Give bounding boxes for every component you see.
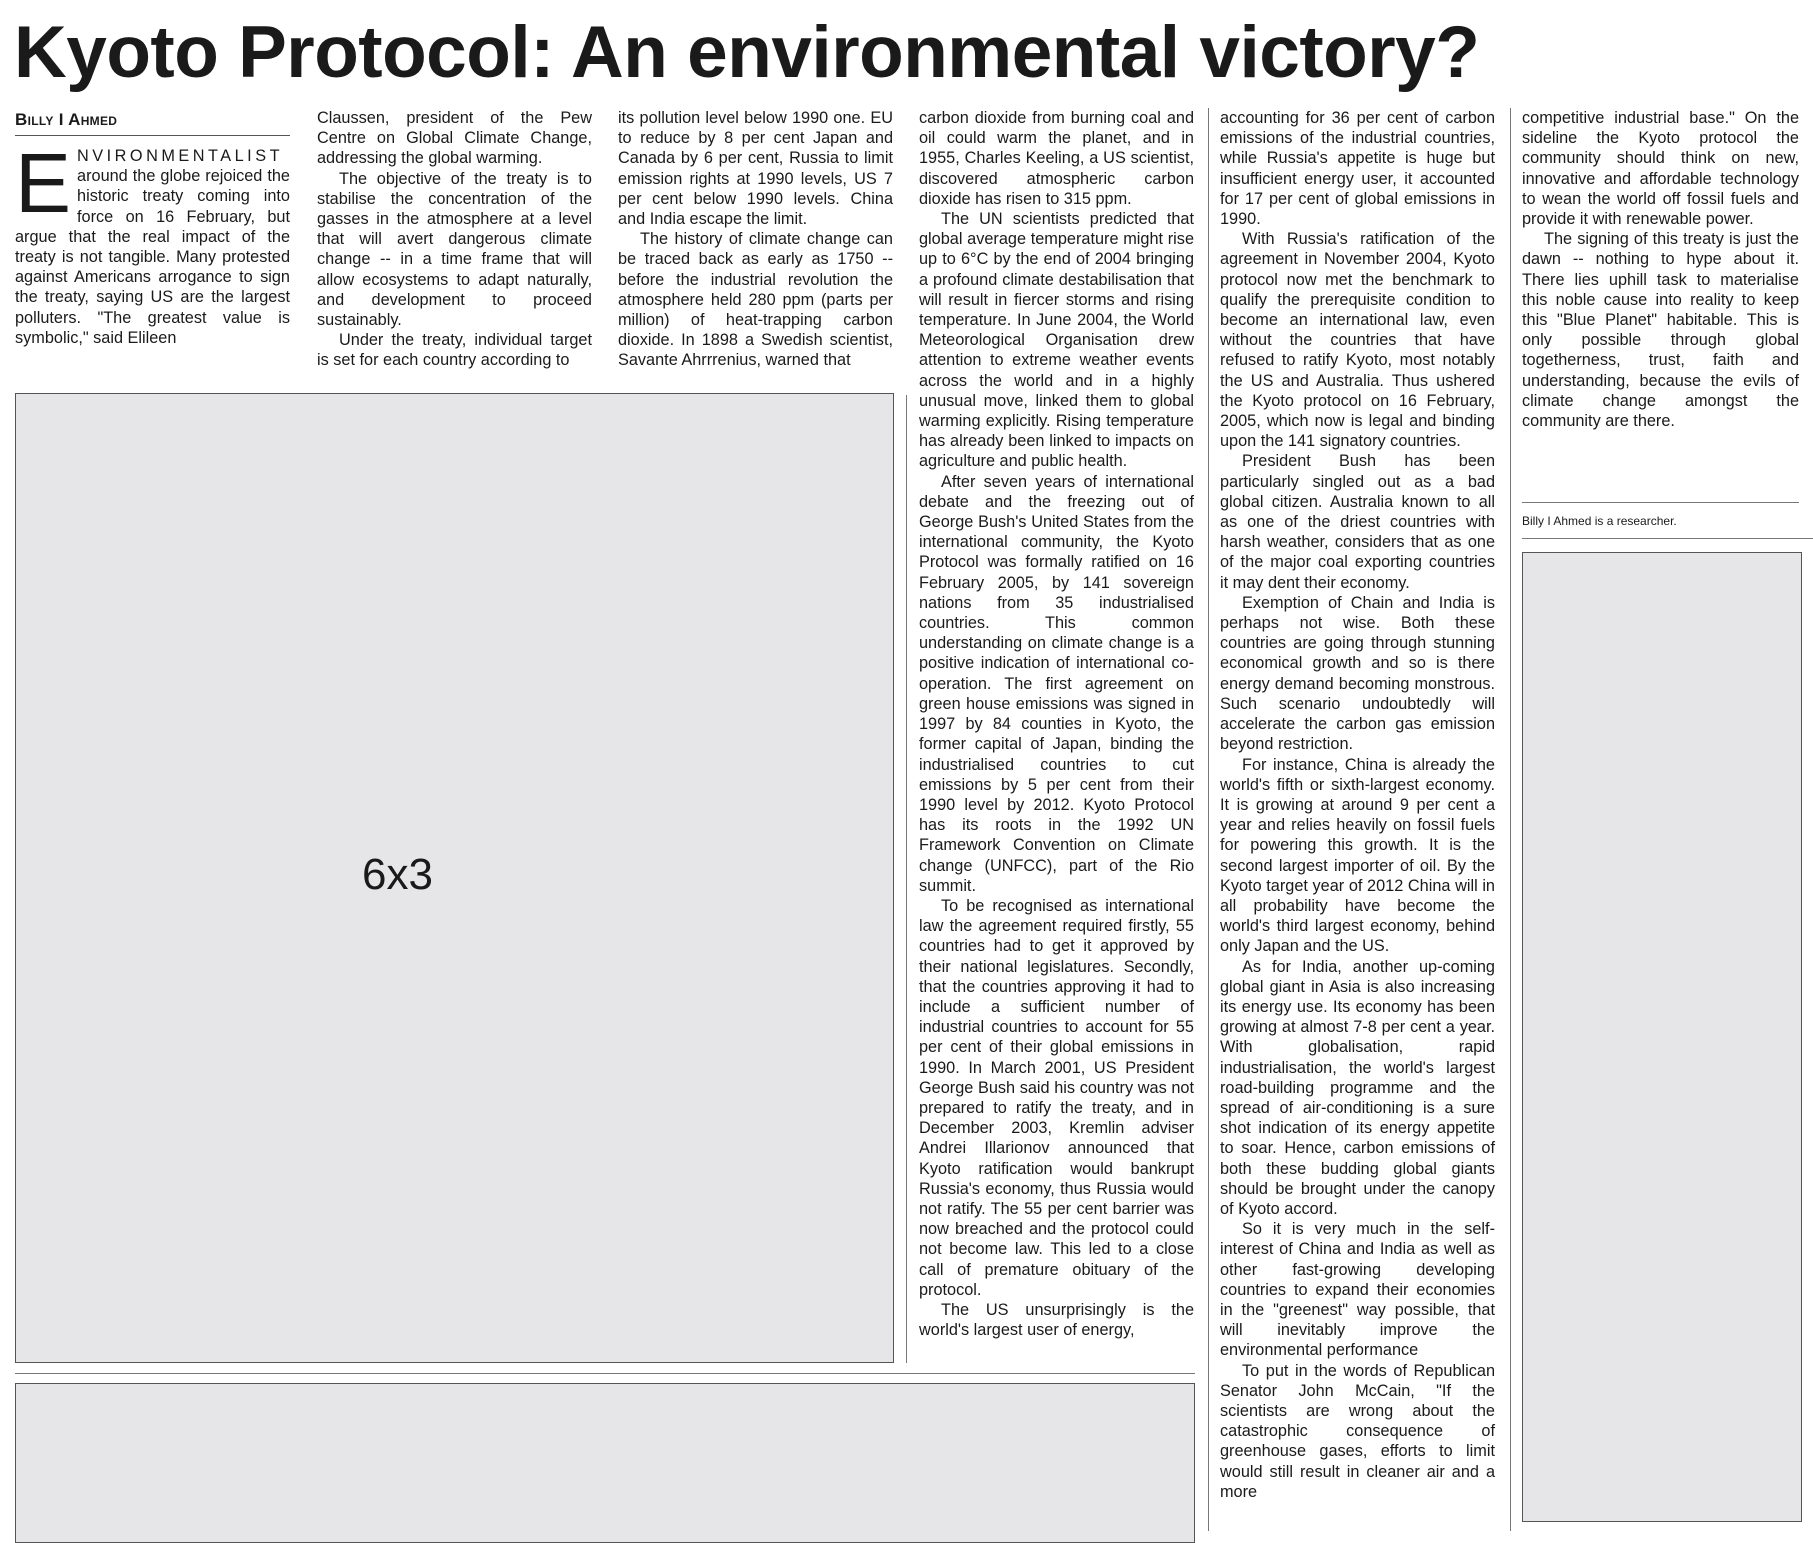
paragraph: To be recognised as international law the agreement required firstly, 55 countries had to get it approved by their national legislatures. Secondly, that the countries approving it had to include a sufficient number of industrial countries to account for 55 per cent of their global emissions in 1990. In March 2001, US President George Bush said his country was not prepared to ratify the treaty, and in December 2003, Kremlin adviser Andrei Illarionov announced that Kyoto ratification would bankrupt Russia's economy, thus Russia would not ratify. The 55 per cent barrier was now breached and the protocol could not become law. This led to a close call of premature obituary of the protocol.	[919, 896, 1194, 1299]
paragraph: After seven years of international debate and the freezing out of George Bush's United States from the international community, the Kyoto Protocol was formally ratified on 16 February 2005, by 141 sovereign nations from 35 industrialised countries. This common understanding on climate change is a positive indication of international co-operation. The first agreement on green house emissions was signed in 1997 by 84 counties in Kyoto, the former capital of Japan, binding the industrialised countries to cut emissions by 5 per cent from their 1990 level by 2012. Kyoto Protocol has its roots in the 1992 UN Framework Convention on Climate change (UNFCC), part of the Rio summit.	[919, 472, 1194, 895]
paragraph: Exemption of Chain and India is perhaps not wise. Both these countries are going through stunning economical growth and so is there energy demand becoming monstrous. Such scenario undoubtedly will accelerate the carbon gas emission beyond restriction.	[1220, 593, 1495, 754]
paragraph: President Bush has been particularly singled out as a bad global citizen. Australia known to all as one of the driest countries with harsh weather, considers that as one of the major coal exporting countries it may dent their economy.	[1220, 452, 1495, 592]
paragraph: carbon dioxide from burning coal and oil could warm the planet, and in 1955, Charles Keeling, a US scientist, discovered atmospheric carbon dioxide has risen to 315 ppm.	[919, 109, 1194, 208]
paragraph: With Russia's ratification of the agreement in November 2004, Kyoto protocol now met the benchmark to qualify the prerequisite condition to become an international law, even without the countries that have refused to ratify Kyoto, most notably the US and Australia. Thus ushered the Kyoto protocol on 16 February, 2005, which now is legal and binding upon the 141 signatory countries.	[1220, 230, 1495, 451]
ad-divider	[15, 1373, 1195, 1374]
column-1	[15, 110, 290, 348]
ad-placeholder-right	[1522, 552, 1802, 1522]
lead-paragraph	[15, 136, 290, 348]
paragraph: its pollution level below 1990 one. EU to reduce by 8 per cent Japan and Canada by 6 per cent, Russia to limit emission rights at 1990 levels, US 7 per cent below 1990 levels. China and India escape the limit.	[618, 109, 893, 229]
paragraph: For instance, China is already the world's fifth or sixth-largest economy. It is growing at around 9 per cent a year and relies heavily on fossil fuels for powering this growth. It is the second largest importer of oil. By the Kyoto target year of 2012 China will in all probability have become the world's third largest economy, behind only Japan and the US.	[1220, 755, 1495, 956]
lead-text: around the globe rejoiced the historic treaty coming into force on 16 February, but argue that the real impact of the treaty is not tangible. Many protested against Americans arrogance to sign the treaty, saying US are the largest polluters. "The greatest value is symbolic," said Elileen	[15, 167, 290, 347]
paragraph: The objective of the treaty is to stabilise the concentration of the gasses in the atmosphere at a level that will avert dangerous climate change -- in a time frame that will allow ecosystems to adapt naturally, and development to proceed sustainably.	[317, 169, 592, 330]
paragraph: The UN scientists predicted that global average temperature might rise up to 6°C by the end of 2004 bringing a profound climate destabilisation that will result in fiercer storms and rising temperature. In June 2004, the World Meteorological Organisation drew attention to extreme weather events across the world and in a highly unusual move, linked them to global warming explicitly. Rising temperature has already been linked to impacts on agriculture and public health.	[919, 210, 1194, 471]
drop-cap: E	[15, 136, 72, 230]
paragraph: competitive industrial base." On the sideline the Kyoto protocol the community should think on new, innovative and affordable technology to wean the world off fossil fuels and provide it with renewable power.	[1522, 109, 1799, 229]
headline: Kyoto Protocol: An environmental victory?	[14, 12, 1480, 93]
paragraph: accounting for 36 per cent of carbon emissions of the industrial countries, while Russia's appetite is huge but insufficient energy user, it accounted for 17 per cent of global emissions in 1990.	[1220, 109, 1495, 229]
column-divider	[906, 395, 907, 1363]
paragraph: So it is very much in the self-interest of China and India as well as other fast-growing developing countries to expand their economies in the "greenest" way possible, that will inevitably improve the environmental performance	[1220, 1220, 1495, 1360]
byline: Billy I Ahmed	[15, 110, 290, 136]
paragraph: To put in the words of Republican Senator John McCain, "If the scientists are wrong about the catastrophic consequence of greenhouse gases, efforts to limit would still result in cleaner air and a more	[1220, 1361, 1495, 1501]
lead-caps: NVIRONMENTALIST	[77, 147, 284, 165]
column-3	[618, 108, 893, 371]
ad-placeholder-6x3	[15, 393, 894, 1363]
author-note: Billy I Ahmed is a researcher.	[1522, 514, 1677, 528]
paragraph: The history of climate change can be traced back as early as 1750 -- before the industrial revolution the atmosphere held 280 ppm (parts per million) of heat-trapping carbon dioxide. In 1898 a Swedish scientist, Savante Ahrrrenius, warned that	[618, 230, 893, 370]
column-2	[317, 108, 592, 371]
paragraph: The US unsurprisingly is the world's largest user of energy,	[919, 1300, 1194, 1340]
paragraph: Under the treaty, individual target is set for each country according to	[317, 331, 592, 370]
column-divider	[1510, 108, 1511, 1531]
paragraph: The signing of this treaty is just the dawn -- nothing to hype about it. There lies uphill task to materialise this noble cause into reality to keep this "Blue Planet" habitable. This is only possible through global togetherness, trust, faith and understanding, because the evils of climate change amongst the community are there.	[1522, 230, 1799, 431]
column-6	[1522, 108, 1799, 431]
author-note-divider	[1522, 502, 1799, 503]
ad-divider	[1522, 538, 1813, 539]
column-divider	[1208, 108, 1209, 1531]
column-4	[919, 108, 1194, 1340]
column-5	[1220, 108, 1495, 1502]
ad-size-label: 6x3	[362, 850, 433, 899]
ad-placeholder-bottom	[15, 1383, 1195, 1543]
paragraph: Claussen, president of the Pew Centre on Global Climate Change, addressing the global warming.	[317, 109, 592, 168]
paragraph: As for India, another up-coming global giant in Asia is also increasing its energy use. Its economy has been growing at almost 7-8 per cent a year. With globalisation, rapid industrialisation, the world's largest road-building programme and the spread of air-conditioning is a sure shot indication of its energy appetite to soar. Hence, carbon emissions of both these budding global giants should be brought under the canopy of Kyoto accord.	[1220, 957, 1495, 1218]
